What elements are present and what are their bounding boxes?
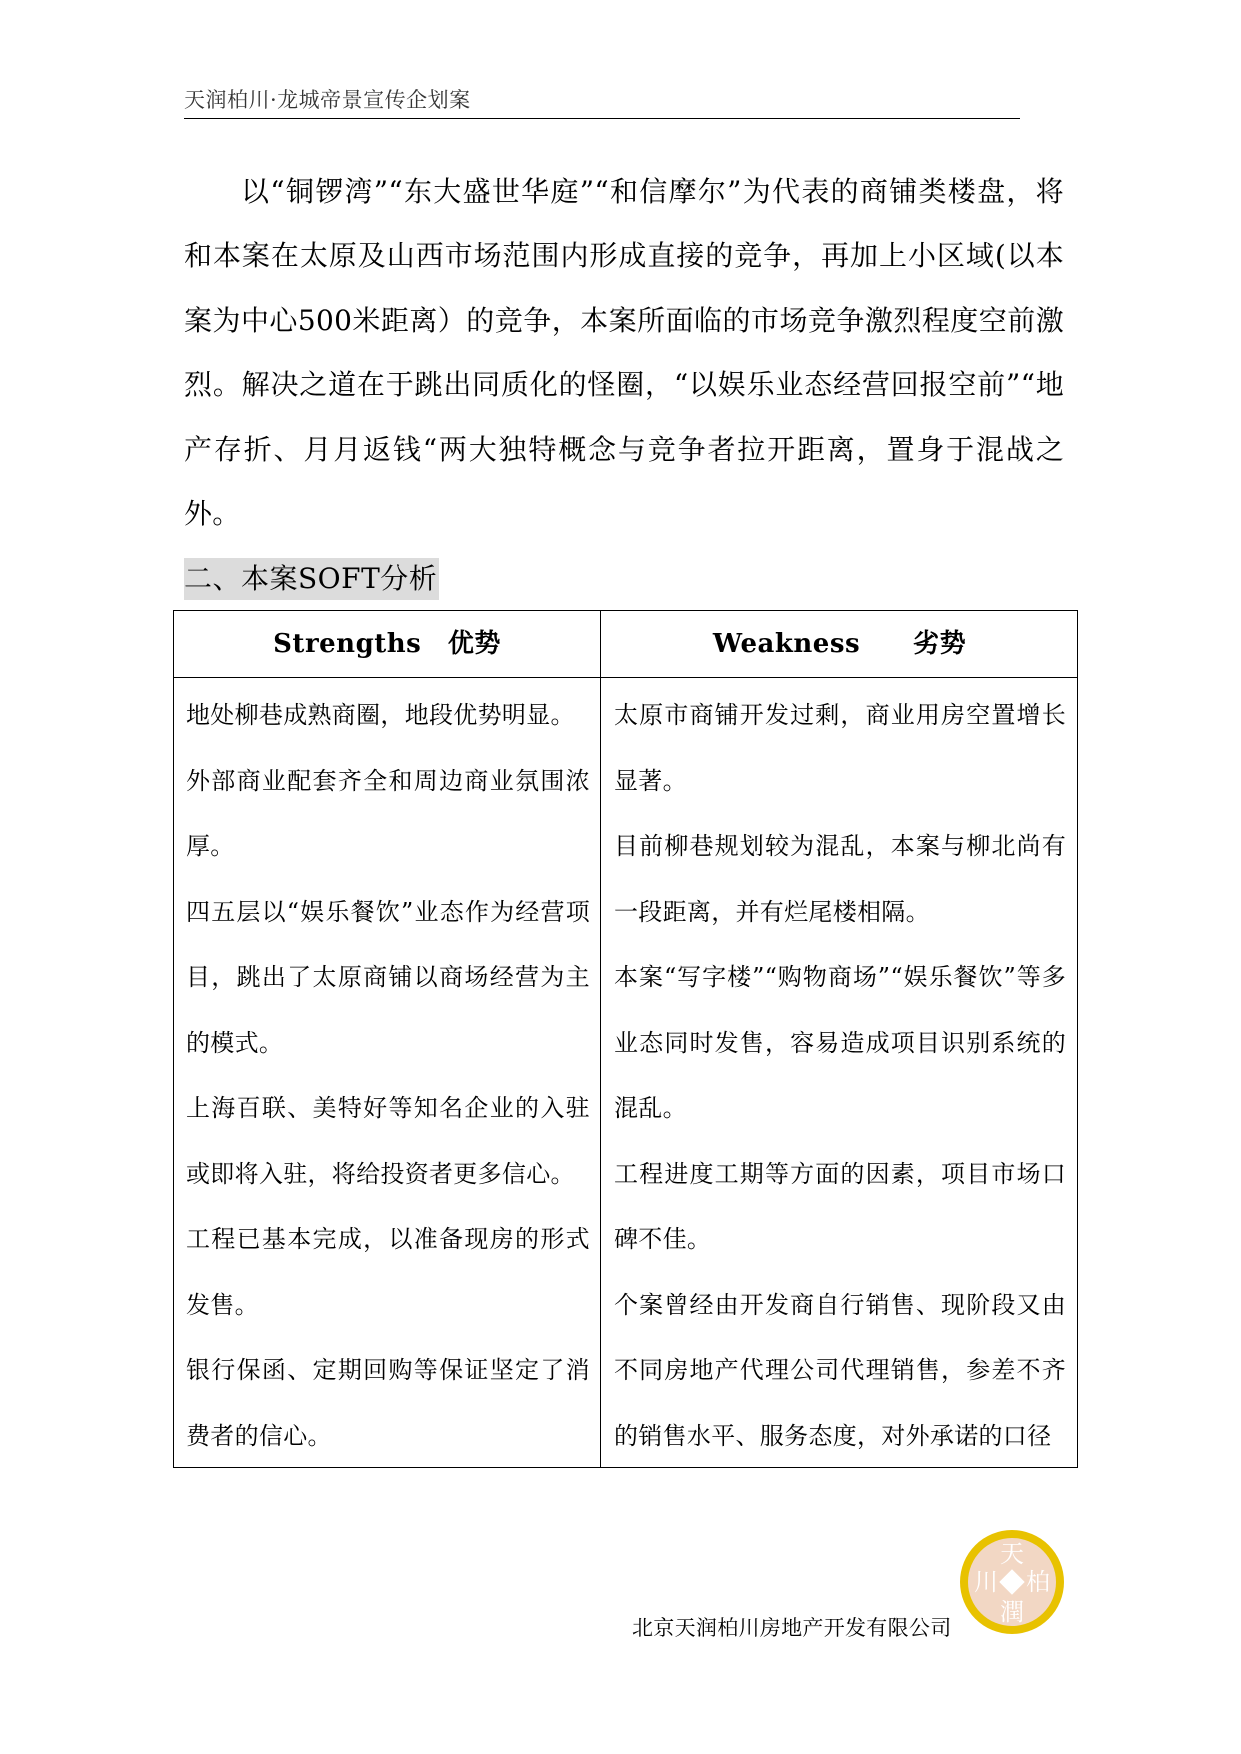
strength-item: 银行保函、定期回购等保证坚定了消费者的信心。 [186, 1356, 590, 1450]
header-divider [174, 677, 1077, 678]
strengths-header: Strengths 优势 [273, 629, 501, 659]
strength-item: 地处柳巷成熟商圈，地段优势明显。 [186, 701, 575, 729]
weakness-item: 个案曾经由开发商自行销售、现阶段又由不同房地产代理公司代理销售，参差不齐的销售水平、服务态度，对外承诺的口径 [614, 1290, 1066, 1450]
strengths-column [186, 683, 590, 1469]
coin-seal-icon [958, 1528, 1066, 1636]
intro-paragraph: 以“铜锣湾”“东大盛世华庭”“和信摩尔”为代表的商铺类楼盘，将和本案在太原及山西市场范围内形成直接的竞争，再加上小区域(以本案为中心500米距离）的竞争，本案所面临的市场竞争激烈程度空前激烈。解决之道在于跳出同质化的怪圈，“以娱乐业态经营回报空前”“地产存折、月月返钱“两大独特概念与竞争者拉开距离，置身于混战之外。 [184, 175, 1064, 531]
swot-table [173, 610, 1078, 1468]
weakness-item: 目前柳巷规划较为混乱，本案与柳北尚有一段距离，并有烂尾楼相隔。 [614, 832, 1066, 926]
seal-char-bottom: 潤 [1000, 1598, 1024, 1626]
weakness-header: Weakness 劣势 [712, 629, 967, 659]
column-divider [600, 611, 601, 1467]
page-header [184, 88, 1020, 119]
company-name: 北京天润柏川房地产开发有限公司 [632, 1616, 952, 1640]
strength-item: 四五层以“娱乐餐饮”业态作为经营项目，跳出了太原商铺以商场经营为主的模式。 [186, 897, 590, 1057]
seal-char-right: 柏 [1026, 1568, 1050, 1596]
seal-char-top: 天 [1000, 1540, 1024, 1568]
weakness-item: 太原市商铺开发过剩，商业用房空置增长显著。 [614, 701, 1066, 795]
weakness-column [614, 683, 1066, 1469]
strength-item: 外部商业配套齐全和周边商业氛围浓厚。 [186, 766, 590, 860]
seal-char-left: 川 [974, 1568, 998, 1596]
weakness-item: 本案“写字楼”“购物商场”“娱乐餐饮”等多业态同时发售，容易造成项目识别系统的混乱。 [614, 963, 1066, 1122]
header-title: 天润柏川·龙城帝景宣传企划案 [184, 88, 471, 112]
strength-item: 上海百联、美特好等知名企业的入驻或即将入驻，将给投资者更多信心。 [186, 1094, 590, 1188]
strength-item: 工程已基本完成，以准备现房的形式发售。 [186, 1225, 590, 1319]
section-heading: 二、本案SOFT分析 [184, 558, 439, 600]
weakness-item: 工程进度工期等方面的因素，项目市场口碑不佳。 [614, 1159, 1066, 1253]
seal-graphic [958, 1528, 1066, 1636]
